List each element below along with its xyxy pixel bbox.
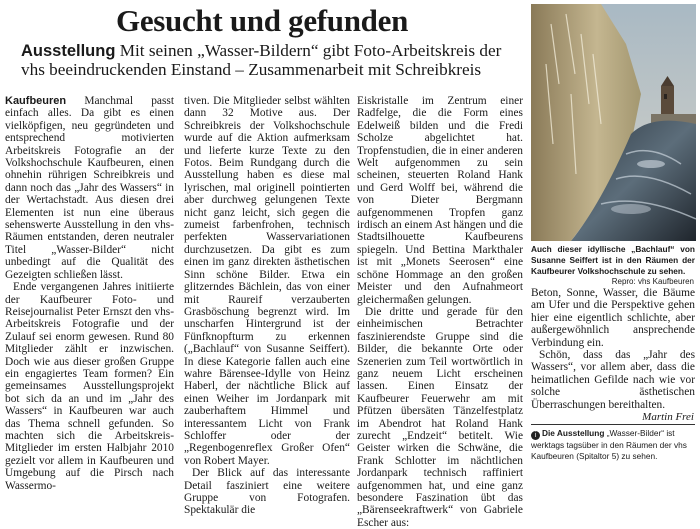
dateline: Kaufbeuren xyxy=(5,95,67,107)
paragraph: Ende vergangenen Jahres initiierte der Kaufbeurer Foto- und Reisejournalist Peter Ernszt den vhs-Arbeitskreis Fotografie und der Zulauf sei enorm gewesen. Rund 80 Mitglieder zählt er inzwischen. Doch wie aus dieser großen Gruppe ein engagiertes Team formen? Ein gemeinsames Ausstellungsprojekt bot sich da an und im „Jahr des Wassers“ in Kaufbeuren war auch das Thema schnell gefunden. So machten sich die Arbeitskreis-Mitglieder im ersten Halbjahr 2010 gezielt vor allem in Kaufbeuren und Umgebung auf die Pirsch nach Wassermo- xyxy=(5,281,174,492)
article-column-1 xyxy=(5,95,174,492)
paragraph: Beton, Sonne, Wasser, die Bäume am Ufer und die Perspektive gehen hier eine eigentlich schlichte, aber außergewöhnlich ansprechende Verbindung ein. xyxy=(531,287,695,349)
info-text: „Wasser-Bilder“ ist werktags tagsüber in den Räumen der vhs Kaufbeuren (Spitaltor 5) zu sehen. xyxy=(531,428,687,462)
article-column-2 xyxy=(184,95,350,517)
subheadline-text: Mit seinen „Wasser-Bildern“ gibt Foto-Arbeitskreis der vhs beeindruckenden Einstand – Zusammenarbeit mit Schreibkreis xyxy=(21,41,502,79)
subheadline xyxy=(21,42,526,79)
author-byline: Martin Frei xyxy=(642,411,694,423)
article-column-4 xyxy=(531,287,695,411)
info-divider xyxy=(531,424,695,425)
paragraph xyxy=(5,95,174,281)
headline: Gesucht und gefunden xyxy=(116,3,409,38)
article-photo xyxy=(531,4,696,241)
info-box xyxy=(531,428,695,462)
info-icon: i xyxy=(531,431,540,440)
paragraph: tiven. Die Mitglieder selbst wählten dann 32 Motive aus. Der Schreibkreis der Volkshochschule wurde auf die Aktion aufmerksam und lieferte kurze Texte zu den Fotos. Beim Rundgang durch die Ausstellung haben es diese mal lyrischen, mal originell pointierten aber durchweg gelungenen Texte nicht ganz leicht, sich gegen die zumeist farbenfrohen, technisch perfekten Wasservariationen durchzusetzen. Da gibt es zum einen im ganz direkten ästhetischen Sinn schöne Bilder. Etwa ein glitzerndes Bächlein, das von einer mit Raureif verzauberten Grasböschung begrenzt wird. Im unscharfen Hintergrund ist der Fünfknopfturm zu erkennen („Bachlauf“ von Susanne Seiffert). In diese Kategorie fallen auch eine wahre Bärensee-Idylle von Heinz Haberl, der nächtliche Blick auf einen Weiher im Jordanpark mit zauberhaftem Himmel und interessantem Licht von Frank Schloffer oder der „Regenbogenreflex Großer Ofen“ von Robert Mayer. xyxy=(184,95,350,467)
photo-caption: Auch dieser idyllische „Bachlauf“ von Susanne Seiffert ist in den Räumen der Kaufbeurer Volkshochschule zu sehen. xyxy=(531,244,695,276)
paragraph: Die dritte und gerade für den einheimischen Betrachter faszinierendste Gruppe sind die Bilder, die bekannte Orte oder Szenerien zum Teil wortwörtlich in ganz neuem Licht erscheinen lassen. Einen Einsatz der Kaufbeurer Feuerwehr am mit Pfützen übersäten Tänzelfestplatz im Abendrot hat Roland Hank zurecht „Endzeit“ betitelt. Wie Geister wirken die Schwäne, die Frank Schlotter im nächtlichen Jordanpark technisch raffiniert aufgenommen hat, und eine ganz besondere Faszination übt das „Bärenseekraftwerk“ von Gabriele Escher aus: xyxy=(357,305,523,529)
article-column-3 xyxy=(357,95,523,529)
kicker: Ausstellung xyxy=(21,42,116,60)
paragraph: Eiskristalle im Zentrum einer Radfelge, die die Form eines Edelweiß bilden und die Fredi Scholze abgelichtet hat. Tropfenstudien, die in einer anderen Welt aufgenommen zu sein scheinen, steuerten Roland Hank und Gerd Wolff bei, während die von Dieter Bergmann aufgenommenen Tropfen ganz irdisch an einem Ast hängen und die Stadtsilhouette Kaufbeurens spiegeln. Und Bettina Markthaler ist mit „Monets Seerosen“ eine schöne Hommage an den großen Meister und den Aufnahmeort gleichermaßen gelungen. xyxy=(357,95,523,306)
paragraph: Schön, dass das „Jahr des Wassers“, vor allem aber, dass die heimatlichen Gefilde nach wie vor solche ästhetischen Überraschungen bereithalten. xyxy=(531,349,695,411)
photo-credit: Repro: vhs Kaufbeuren xyxy=(611,277,694,286)
paragraph: Der Blick auf das interessante Detail fasziniert eine weitere Gruppe von Fotografen. Spektakulär die xyxy=(184,467,350,517)
info-lead: Die Ausstellung xyxy=(542,428,605,438)
brook-photo-illustration xyxy=(531,4,696,241)
paragraph-text: Manchmal passt einfach alles. Da gibt es einen vielköpfigen, neu gegründeten und entsprechend motivierten Arbeitskreis Fotografie an der Volkshochschule Kaufbeuren, einen ohnehin rührigen Schreibkreis und dann noch das „Jahr des Wassers“ in der Wertachstadt. Aus diesen drei Elementen ist nun eine überaus sehenswerte Ausstellung in den vhs-Räumen entstanden, deren neutraler Titel „Wasser-Bilder“ nicht unbedingt auf die Qualität des Gezeigten schließen lässt. xyxy=(5,95,174,281)
